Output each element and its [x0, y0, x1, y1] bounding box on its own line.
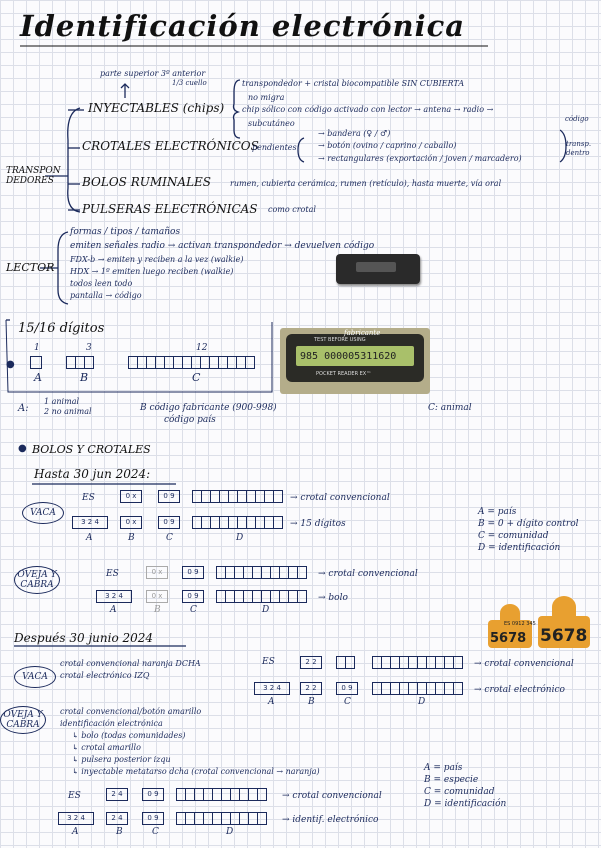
id-cells: [216, 566, 306, 579]
country-es: ES: [68, 791, 81, 801]
crotal-bandera: → bandera (♀ / ♂): [318, 129, 391, 138]
arrow-label: → bolo: [318, 593, 348, 603]
ear-tag-image: [538, 596, 590, 648]
label-d: D: [226, 827, 234, 837]
tag-number: 5678: [490, 631, 527, 646]
legend-line: A = país: [478, 507, 517, 517]
label-a: A: [72, 827, 79, 837]
code-box: 0 x: [146, 566, 168, 579]
crotal-boton: → botón (ovino / caprino / caballo): [318, 141, 457, 150]
page-title: Identificación electrónica: [20, 9, 466, 43]
lector-item: FDX-b → emiten y reciben a la vez (walkie): [70, 255, 244, 264]
id-cells: [176, 788, 266, 801]
label-d: D: [418, 697, 426, 707]
label-a: A: [110, 605, 117, 615]
label-a: A: [268, 697, 275, 707]
legend-b2: código país: [164, 415, 216, 425]
legend-line: A = país: [424, 763, 463, 773]
legend-line: B = 0 + dígito control: [478, 519, 579, 529]
code-box: 2 2: [300, 656, 322, 669]
pulseras-note: como crotal: [268, 205, 316, 214]
lector-item: todos leen todo: [70, 279, 133, 288]
hasta-heading: Hasta 30 jun 2024:: [34, 467, 151, 481]
crotal-side-note: transp. dentro: [566, 140, 592, 157]
oveja-oval: OVEJA Y CABRA: [0, 706, 46, 734]
arrow-label: → crotal convencional: [318, 569, 418, 579]
oveja-oval: OVEJA Y CABRA: [14, 566, 60, 594]
bolos-heading: BOLOS RUMINALES: [82, 175, 212, 189]
oveja-desc: ↳ pulsera posterior izqu: [72, 755, 171, 764]
label-b: B: [308, 697, 315, 707]
code-box: 2 2: [300, 682, 322, 695]
oveja-desc: identificación electrónica: [60, 719, 163, 728]
id-cells: [372, 682, 462, 695]
label-a: A: [86, 533, 93, 543]
ear-tag-image: [486, 604, 534, 648]
legend-line: B = especie: [424, 775, 479, 785]
digit-label-b: B: [80, 371, 89, 384]
inj-note2c: código: [565, 115, 589, 123]
lector-item: pantalla → código: [70, 291, 142, 300]
digits-heading: 15/16 dígitos: [18, 321, 105, 336]
digit-box-a: [30, 356, 42, 369]
code-box: 0 9: [182, 590, 204, 603]
bullet-icon: ●: [6, 359, 15, 370]
lector-label: LECTOR: [6, 261, 55, 274]
digit-boxes-b: [66, 356, 93, 369]
code-box: 0 x: [146, 590, 168, 603]
legend-a1: 1 animal: [44, 397, 80, 406]
code-box: 0 x: [120, 516, 142, 529]
oveja-desc: ↳ crotal amarillo: [72, 743, 141, 752]
id-cells: [176, 812, 266, 825]
arrow-label: → crotal convencional: [282, 791, 382, 801]
inj-note2b: subcutáneo: [248, 119, 295, 128]
code-box: 2 4: [106, 788, 128, 801]
legend-c: C: animal: [428, 403, 472, 413]
bolos-note: rumen, cubierta cerámica, rumen (retículo), hasta muerte, vía oral: [230, 179, 502, 188]
id-cells: [192, 490, 282, 503]
fabricante-label: fabricante: [344, 329, 381, 337]
crotal-rectangular: → rectangulares (exportación / joven / marcadero): [318, 154, 522, 163]
code-box: 0 9: [142, 788, 164, 801]
oveja-desc: crotal convencional/botón amarillo: [60, 707, 202, 716]
oveja-desc: ↳ inyectable metatarso dcha (crotal convencional → naranja): [72, 767, 320, 776]
id-cells: [216, 590, 306, 603]
label-b: B: [154, 605, 161, 615]
legend-line: C = comunidad: [424, 787, 495, 797]
arrow-label: → identif. electrónico: [282, 815, 379, 825]
arrow-label: → 15 dígitos: [290, 519, 346, 529]
legend-line: D = identificación: [424, 799, 507, 809]
lector-item: emiten señales radio → activan transpondedor → devuelven código: [70, 241, 375, 251]
reader-bottom-text: POCKET READER EX™: [316, 371, 372, 377]
inj-note1b: no migra: [248, 93, 285, 102]
legend-line: C = comunidad: [478, 531, 549, 541]
vaca-oval: VACA: [22, 502, 64, 524]
lector-item: formas / tipos / tamaños: [70, 227, 181, 237]
code-box: 0 9: [158, 490, 180, 503]
tag-small-text: ES 0912 345: [504, 621, 536, 627]
bolos-crotales-heading: BOLOS Y CROTALES: [32, 443, 151, 456]
crotales-pendientes: pendientes: [252, 143, 297, 152]
code-box: 0 9: [336, 682, 358, 695]
code-box: 0 9: [158, 516, 180, 529]
code-box: 0 x: [120, 490, 142, 503]
reader-device-image: [336, 254, 420, 284]
code-box: 3 2 4: [96, 590, 132, 603]
inj-note2: chip sólico con código activado con lector → antena → radio →: [242, 105, 494, 114]
despues-heading: Después 30 junio 2024: [14, 631, 154, 645]
digit-label-c: C: [192, 371, 201, 384]
code-box: 3 2 4: [254, 682, 290, 695]
arrow-label: → crotal convencional: [474, 659, 574, 669]
id-cells: [192, 516, 282, 529]
digit-count-a: 1: [34, 343, 40, 353]
legend-a: A:: [18, 403, 29, 414]
label-b: B: [128, 533, 135, 543]
label-d: D: [236, 533, 244, 543]
pulseras-heading: PULSERAS ELECTRÓNICAS: [82, 202, 258, 216]
lector-item: HDX → 1º emiten luego reciben (walkie): [70, 267, 234, 276]
label-c: C: [190, 605, 197, 615]
tag-number: 5678: [540, 626, 588, 646]
legend-line: D = identificación: [478, 543, 561, 553]
label-d: D: [262, 605, 270, 615]
annot-top: parte superior 3º anterior: [100, 69, 206, 78]
code-box: 0 9: [182, 566, 204, 579]
vaca-desc: crotal electrónico IZQ: [60, 671, 150, 680]
digit-label-a: A: [34, 371, 42, 384]
vaca-oval: VACA: [14, 666, 56, 688]
transponder-label: TRANSPON DEDORES: [6, 166, 61, 186]
code-box: 3 2 4: [58, 812, 94, 825]
label-c: C: [152, 827, 159, 837]
arrow-label: → crotal convencional: [290, 493, 390, 503]
code-box: 2 4: [106, 812, 128, 825]
country-es: ES: [82, 493, 95, 503]
legend-a2: 2 no animal: [44, 407, 92, 416]
legend-b: B código fabricante (900-998): [140, 403, 277, 413]
label-c: C: [166, 533, 173, 543]
country-es: ES: [262, 657, 275, 667]
digit-boxes-c: [128, 356, 254, 369]
crotales-heading: CROTALES ELECTRÓNICOS: [82, 139, 259, 153]
id-cells: [336, 656, 354, 669]
oveja-desc: ↳ bolo (todas comunidades): [72, 731, 186, 740]
digit-count-b: 3: [86, 343, 92, 353]
digit-count-c: 12: [196, 343, 208, 353]
inj-note1: transpondedor + cristal biocompatible SIN CUBIERTA: [242, 79, 465, 88]
vaca-desc: crotal convencional naranja DCHA: [60, 659, 201, 668]
country-es: ES: [106, 569, 119, 579]
reader-top-text: TEST BEFORE USING: [314, 337, 366, 343]
reader-photo: [280, 328, 430, 394]
annot-neck: 1/3 cuello: [172, 79, 207, 87]
injectables-heading: INYECTABLES (chips): [88, 101, 225, 115]
bullet-icon: ●: [18, 443, 27, 454]
id-cells: [372, 656, 462, 669]
code-box: 3 2 4: [72, 516, 108, 529]
label-c: C: [344, 697, 351, 707]
label-b: B: [116, 827, 123, 837]
reader-screen: 985 000005311620: [300, 351, 397, 362]
arrow-label: → crotal electrónico: [474, 685, 565, 695]
code-box: 0 9: [142, 812, 164, 825]
